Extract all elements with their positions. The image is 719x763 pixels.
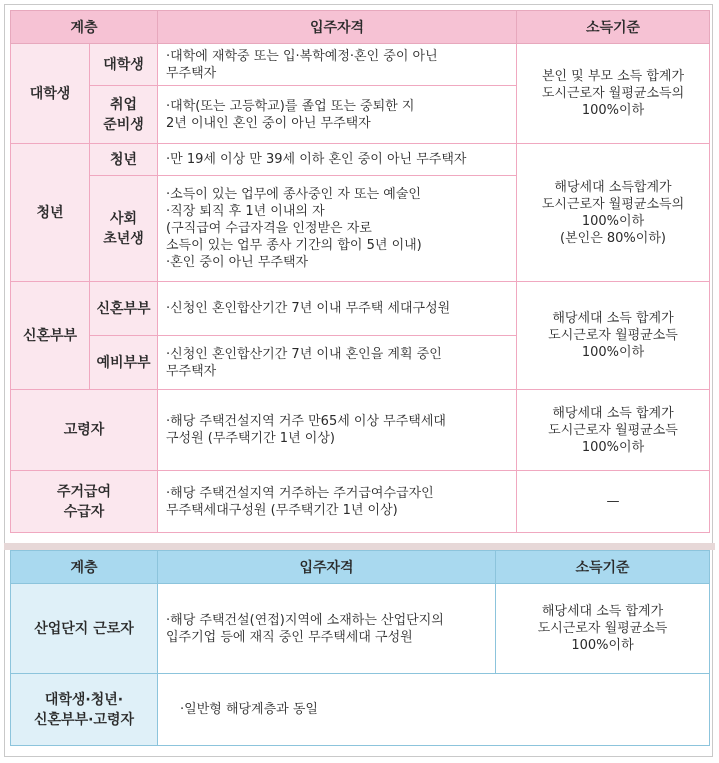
header-income: 소득기준 [517,11,710,44]
subcategory-engaged: 예비부부 [90,336,158,390]
subcategory-newlywed: 신혼부부 [90,282,158,336]
header-qualification: 입주자격 [158,551,496,584]
qualification-industrial-worker: ·해당 주택건설(연접)지역에 소재하는 산업단지의 입주기업 등에 재직 중인 무주택세대 구성원 [158,584,496,674]
eligibility-table-general [10,10,710,533]
category-elderly: 고령자 [11,390,158,471]
category-newlywed: 신혼부부 [11,282,90,390]
qualification-youth: ·만 19세 이상 만 39세 이하 혼인 중이 아닌 무주택자 [158,144,517,176]
header-category: 계층 [11,11,158,44]
income-industrial-worker: 해당세대 소득 합계가 도시근로자 월평균소득 100%이하 [496,584,710,674]
subcategory-new-worker: 사회 초년생 [90,176,158,282]
qualification-new-worker: ·소득이 있는 업무에 종사중인 자 또는 예술인 ·직장 퇴직 후 1년 이내의 자 (구직급여 수급자격을 인정받은 자로 소득이 있는 업무 종사 기간의 합이 5년 이내) ·혼인 중이 아닌 무주택자 [158,176,517,282]
category-youth: 청년 [11,144,90,282]
income-elderly: 해당세대 소득 합계가 도시근로자 월평균소득 100%이하 [517,390,710,471]
qualification-engaged: ·신청인 혼인합산기간 7년 이내 혼인을 계획 중인 무주택자 [158,336,517,390]
eligibility-table-industrial [10,550,710,746]
qualification-housing-benefit: ·해당 주택건설지역 거주하는 주거급여수급자인 무주택세대구성원 (무주택기간 1년 이상) [158,471,517,533]
income-youth: 해당세대 소득합계가 도시근로자 월평균소득의 100%이하 (본인은 80%이하) [517,144,710,282]
header-income: 소득기준 [496,551,710,584]
category-housing-benefit: 주거급여 수급자 [11,471,158,533]
table-row [11,144,710,176]
category-industrial-worker: 산업단지 근로자 [11,584,158,674]
table-row [11,584,710,674]
table-header-row [11,11,710,44]
qualification-student: ·대학에 재학중 또는 입·복학예정·혼인 중이 아닌 무주택자 [158,44,517,86]
header-qualification: 입주자격 [158,11,517,44]
table-row [11,674,710,746]
table-row [11,44,710,86]
qualification-job-seeker: ·대학(또는 고등학교)를 졸업 또는 중퇴한 지 2년 이내인 혼인 중이 아닌 무주택자 [158,86,517,144]
income-university: 본인 및 부모 소득 합계가 도시근로자 월평균소득의 100%이하 [517,44,710,144]
qualification-general-groups: ·일반형 해당계층과 동일 [158,674,710,746]
section-divider [4,543,715,550]
table-row [11,471,710,533]
category-general-groups: 대학생·청년· 신혼부부·고령자 [11,674,158,746]
income-housing-benefit: — [517,471,710,533]
header-category: 계층 [11,551,158,584]
subcategory-student: 대학생 [90,44,158,86]
qualification-newlywed: ·신청인 혼인합산기간 7년 이내 무주택 세대구성원 [158,282,517,336]
qualification-elderly: ·해당 주택건설지역 거주 만65세 이상 무주택세대 구성원 (무주택기간 1년 이상) [158,390,517,471]
subcategory-youth: 청년 [90,144,158,176]
table-row [11,282,710,336]
category-university: 대학생 [11,44,90,144]
subcategory-job-seeker: 취업 준비생 [90,86,158,144]
income-newlywed: 해당세대 소득 합계가 도시근로자 월평균소득 100%이하 [517,282,710,390]
table-header-row [11,551,710,584]
table-row [11,390,710,471]
